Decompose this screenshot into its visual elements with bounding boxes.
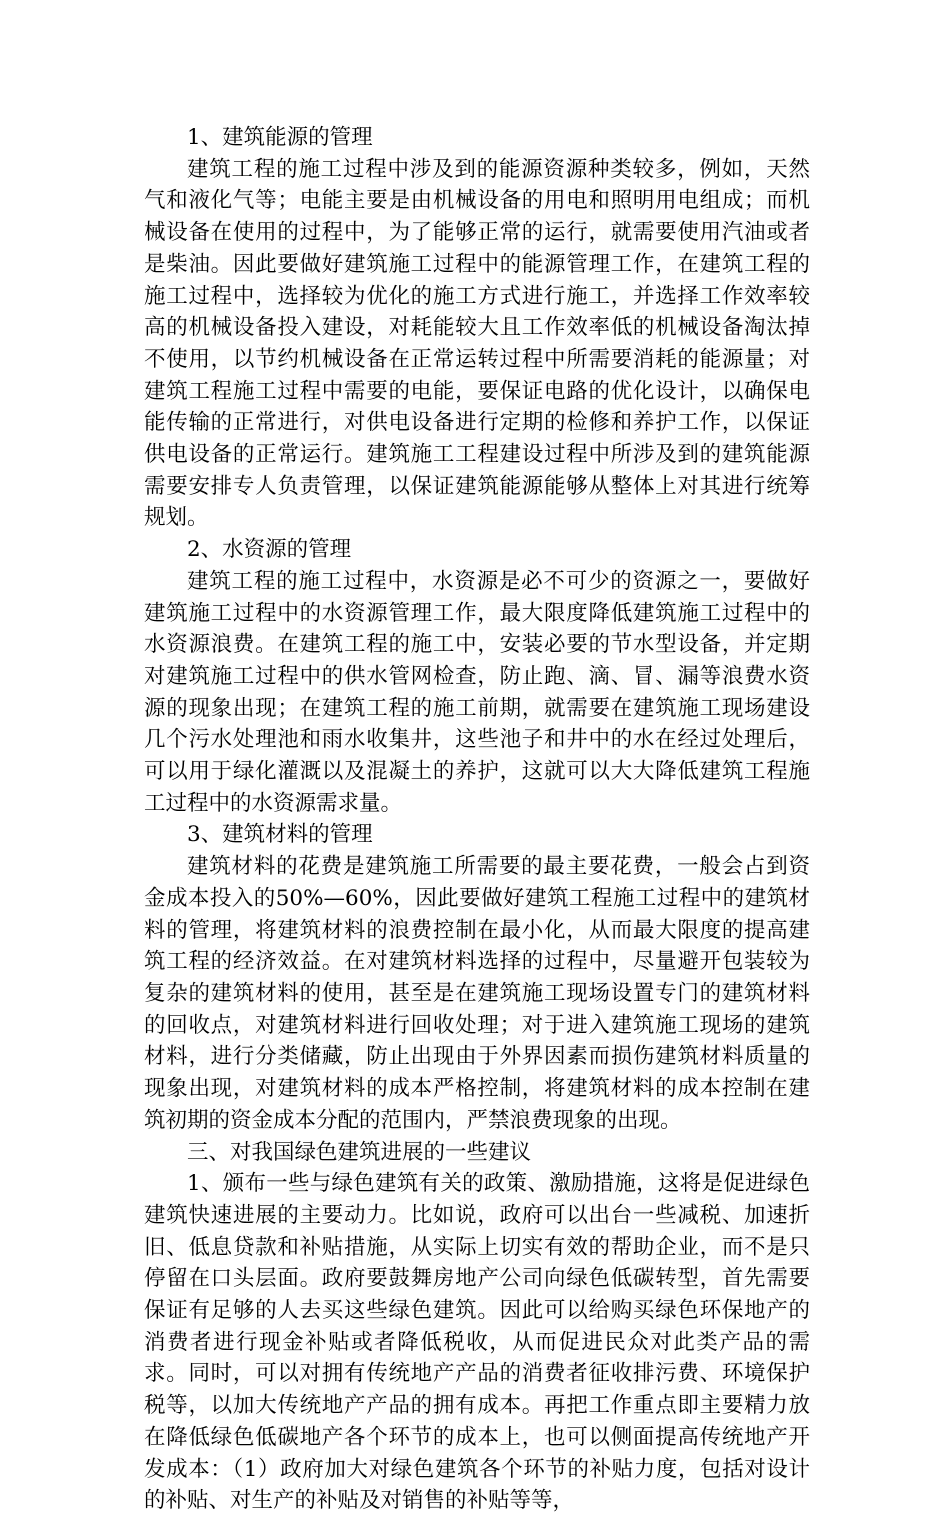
section-body-water: 建筑工程的施工过程中，水资源是必不可少的资源之一，要做好建筑施工过程中的水资源管理工作，最大限度降低建筑施工过程中的水资源浪费。在建筑工程的施工中，安装必要的节水型设备，并定期对建筑施工过程中的供水管网检查，防止跑、滴、冒、漏等浪费水资源的现象出现；在建筑工程的施工前期，就需要在建筑施工现场建设几个污水处理池和雨水收集井，这些池子和井中的水在经过处理后，可以用于绿化灌溉以及混凝土的养护，这就可以大大降低建筑工程施工过程中的水资源需求量。 bbox=[144, 568, 810, 816]
section-body-suggestions: 1、颁布一些与绿色建筑有关的政策、激励措施，这将是促进绿色建筑快速进展的主要动力。比如说，政府可以出台一些减税、加速折旧、低息贷款和补贴措施，从实际上切实有效的帮助企业，而不是只停留在口头层面。政府要鼓舞房地产公司向绿色低碳转型，首先需要保证有足够的人去买这些绿色建筑。因此可以给购买绿色环保地产的消费者进行现金补贴或者降低税收，从而促进民众对此类产品的需求。同时，可以对拥有传统地产产品的消费者征收排污费、环境保护税等，以加大传统地产产品的拥有成本。再把工作重点即主要精力放在降低绿色低碳地产各个环节的成本上，也可以侧面提高传统地产开发成本：（1）政府加大对绿色建筑各个环节的补贴力度，包括对设计的补贴、对生产的补贴及对销售的补贴等等， bbox=[144, 1171, 810, 1514]
section-heading-energy: 1、建筑能源的管理 bbox=[187, 125, 373, 150]
section-heading-water: 2、水资源的管理 bbox=[187, 537, 352, 563]
document-page bbox=[144, 122, 810, 1517]
section-heading-materials: 3、建筑材料的管理 bbox=[187, 822, 373, 848]
section-body-materials: 建筑材料的花费是建筑施工所需要的最主要花费，一般会占到资金成本投入的50%—60%，因此要做好建筑工程施工过程中的建筑材料的管理，将建筑材料的浪费控制在最小化，从而最大限度的提高建筑工程的经济效益。在对建筑材料选择的过程中，尽量避开包装较为复杂的建筑材料的使用，甚至是在建筑施工现场设置专门的建筑材料的回收点，对建筑材料进行回收处理；对于进入建筑施工现场的建筑材料，进行分类储藏，防止出现由于外界因素而损伤建筑材料质量的现象出现，对建筑材料的成本严格控制，将建筑材料的成本控制在建筑初期的资金成本分配的范围内，严禁浪费现象的出现。 bbox=[144, 854, 810, 1133]
section-heading-suggestions: 三、对我国绿色建筑进展的一些建议 bbox=[187, 1139, 532, 1165]
section-body-energy: 建筑工程的施工过程中涉及到的能源资源种类较多，例如，天然气和液化气等；电能主要是由机械设备的用电和照明用电组成；而机械设备在使用的过程中，为了能够正常的运行，就需要使用汽油或者是柴油。因此要做好建筑施工过程中的能源管理工作，在建筑工程的施工过程中，选择较为优化的施工方式进行施工，并选择工作效率较高的机械设备投入建设，对耗能较大且工作效率低的机械设备淘汰掉不使用，以节约机械设备在正常运转过程中所需要消耗的能源量；对建筑工程施工过程中需要的电能，要保证电路的优化设计，以确保电能传输的正常进行，对供电设备进行定期的检修和养护工作，以保证供电设备的正常运行。建筑施工工程建设过程中所涉及到的建筑能源需要安排专人负责管理，以保证建筑能源能够从整体上对其进行统筹规划。 bbox=[144, 156, 810, 531]
